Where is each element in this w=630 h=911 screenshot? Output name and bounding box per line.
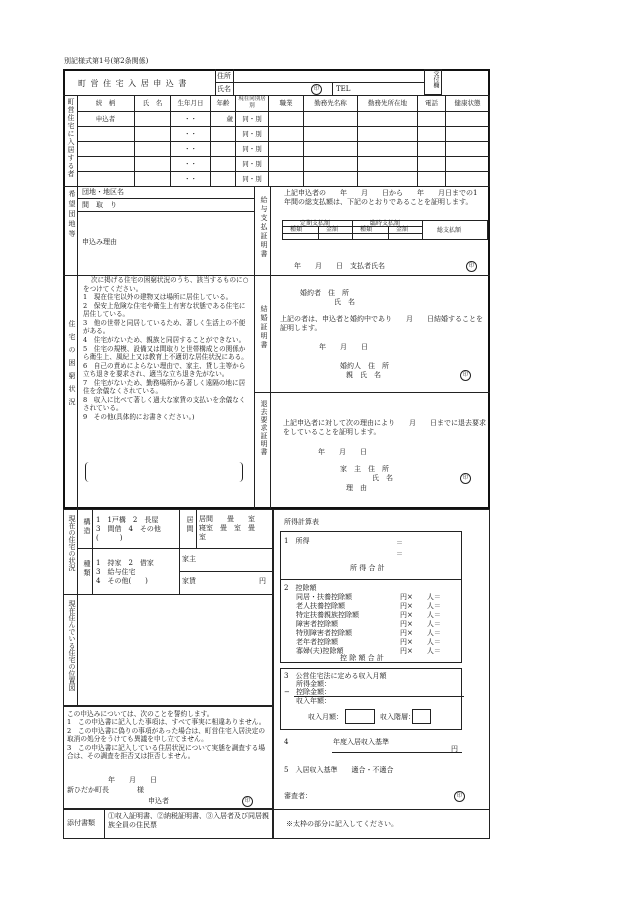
landlord-address-label: 家 主 住 所 [340,465,389,473]
hardship-item[interactable]: 2 保安上危険な住宅や衛生上有害な状態である住宅に居住している。 [83,301,246,319]
occupant-column-header: 生年月日 [171,95,211,112]
income-rank-label: 収入階層： [380,713,415,721]
income-standard-label: 年度入居収入基準 [333,738,389,746]
occupant-cell[interactable] [211,157,236,172]
rooms-line-3: 室 [199,532,206,541]
current-housing-side-label: 現在の住宅の状況 [68,515,76,571]
occupant-cell[interactable] [446,127,490,142]
occupant-cell[interactable] [304,127,358,142]
occupant-cell[interactable] [358,157,418,172]
marriage-date: 年 月 日 [319,343,368,351]
occupant-cell[interactable] [446,157,490,172]
name-label: 氏名 [217,85,231,93]
seal-icon: 印 [460,370,471,381]
deduction-item-formula: 円× 人＝ [400,629,441,637]
birth-date-cell[interactable]: ・・ [171,157,211,172]
rooms-label: 居間 [186,516,194,534]
occupant-column-header: 勤務先所在地 [358,95,418,112]
salary-payer-line: 年 月 日 支払者氏名 [294,262,385,270]
cohabitation-cell[interactable]: 同・別 [236,142,269,157]
deduction-item-label: 老年者控除額 [296,638,338,646]
deduction-item-label: 老人扶養控除額 [296,602,345,610]
occupant-column-header: 健康状態 [446,95,490,112]
deduction-item-formula: 円× 人＝ [400,647,441,655]
occupant-cell[interactable] [135,157,171,172]
receipt-label: 受付欄 [432,70,439,88]
occupant-column-header: 現在同別居別 [236,95,269,112]
eviction-statement: 上記申込者に対して次の理由により 月 日までに退去要求をしていることを証明します。 [283,419,486,436]
cohabitation-cell[interactable]: 同・別 [236,112,269,127]
hardship-item[interactable]: 5 住宅の規模、設備又は間取りと世帯構成との関係から衛生上、風紀上又は教育上不適切な居住状況にある。 [83,344,248,362]
income-amount-label: 所得金額： [296,680,331,688]
deduction-section: 2 控除額 [284,584,317,592]
occupant-cell[interactable] [358,172,418,187]
rooms-line-2: 寝室 畳 室 畳 [199,523,255,532]
yen-label: 円 [451,745,458,753]
type-label: 種類 [83,560,91,578]
age-cell[interactable]: 歳 [211,112,236,127]
seal-icon: 印 [454,791,465,802]
type-option-1: 1 持家 2 借家 [96,559,154,567]
deduction-item-label: 特定扶養親族控除額 [296,611,359,619]
landlord-name-label: 氏 名 [372,474,393,482]
income-section-1: 1 所得 [284,537,310,545]
mayor-addressee: 新ひだか町長 様 [67,786,144,794]
hardship-item[interactable]: 8 収入に比べて著しく過大な家賃の支払いを余儀なくされている。 [83,395,246,413]
cohabitation-cell[interactable]: 同・別 [236,157,269,172]
deduction-amount-label: 控除金額： [296,688,331,696]
occupant-cell[interactable] [418,127,446,142]
fiance-address-label: 婚約者 住 所 [300,289,349,297]
occupant-cell[interactable] [211,172,236,187]
attachment-label: 添付書類 [67,819,95,827]
reviewer-label: 審査者： [284,792,312,800]
hardship-item[interactable]: 7 住宅がないため、勤務場所から著しく遠隔の地に居住を余儀なくされている。 [83,378,246,396]
regular-payment-label: 定期支払額 [300,220,331,227]
seal-icon: 印 [311,84,322,95]
occupant-cell[interactable] [77,142,135,157]
occupant-cell[interactable] [446,142,490,157]
type-option-3: 4 その他( ) [96,576,148,585]
deduction-item-label: 寡婦(夫)控除額 [296,647,344,655]
salary-statement: 上記申込者の 年 月 日から 年 月日までの1年間の総支払額は、下記のとおりであることを証明します。 [284,189,478,206]
marriage-statement: 上記の者は、申込者と婚約中であり 月 日結婚することを証明します。 [280,315,483,332]
occupant-cell[interactable] [269,172,304,187]
attachment-list: ①収入証明書、②納税証明書、③入居者及び同居親族全員の住民票 [108,812,269,829]
occupant-column-header: 職業 [269,95,304,112]
occupant-cell[interactable] [304,157,358,172]
form-reference: 別記様式第1号(第2条関係) [64,57,149,65]
occupant-cell[interactable] [418,172,446,187]
occupant-cell[interactable] [304,172,358,187]
kind-label-1: 種類 [290,226,303,233]
parent-address-label: 婚約人 住 所 [340,362,389,370]
deduction-item-label: 特別障害者控除額 [296,629,352,637]
hardship-list [83,276,251,422]
occupant-cell[interactable] [358,127,418,142]
occupant-cell[interactable] [304,112,358,127]
deduction-item-formula: 円× 人＝ [400,593,441,601]
structure-label: 構造 [83,518,91,536]
occupant-cell[interactable] [211,142,236,157]
other-details-bracket [85,462,243,482]
hardship-item[interactable]: 9 その他(具体的にお書きください。) [83,413,195,421]
pledge-line: 3 この申込書に記入している住居状況について実態を調査する場合は、その調査を拒否又は拒否しません。 [67,743,266,760]
rent-label: 家賃 [182,577,196,585]
seal-icon: 印 [242,796,253,807]
occupant-cell[interactable] [446,112,490,127]
salary-side-label: 給与支払証明書 [260,196,268,259]
desired-complex-label: 団地・地区名 [82,188,124,196]
landlord-label: 家主 [182,555,196,563]
marriage-side-label: 結婚証明書 [260,305,268,350]
monthly-income-section: 3 公営住宅法に定める収入月額 [284,672,387,680]
occupant-column-header: 氏 名 [135,95,171,112]
occupant-column-header: 勤務先名称 [304,95,358,112]
form-title: 町 営 住 宅 入 居 申 込 書 [78,79,188,88]
occupant-cell[interactable] [269,112,304,127]
equals-2: ＝ [396,550,403,558]
fiance-name-label: 氏 名 [334,298,355,306]
occupant-cell[interactable] [269,157,304,172]
seal-icon: 印 [466,261,477,272]
occupant-column-header: 電話 [418,95,446,112]
occupant-cell[interactable] [418,157,446,172]
eviction-side-label: 退去要求証明書 [260,400,268,456]
desired-side-label: 希望団地等 [68,190,76,240]
birth-date-cell[interactable]: ・・ [171,142,211,157]
tel-label: TEL [336,85,351,93]
birth-date-cell[interactable]: ・・ [171,112,211,127]
address-label: 住所 [217,72,231,80]
occupant-cell[interactable] [77,157,135,172]
structure-option-2: 3 間借 4 その他 [96,524,161,533]
cohabitation-cell[interactable]: 同・別 [236,127,269,142]
pledge-line: 1 この申込書に記入した事項は、すべて事実に相違ありません。 [67,718,266,727]
type-option-2: 3 給与住宅 [96,567,136,576]
applicant-relation-cell: 申込者 [77,112,135,127]
rooms-line-1: 居間 畳 室 [199,515,255,523]
yen-label: 円 [259,577,266,585]
occupant-cell[interactable] [304,142,358,157]
occupant-cell[interactable] [418,112,446,127]
hardship-side-label: 住宅の困窮状況 [68,320,76,411]
structure-options [96,516,178,542]
occupant-cell[interactable] [358,142,418,157]
structure-option-3: ( ) [96,533,123,542]
occupant-cell[interactable] [135,127,171,142]
structure-option-1: 1 1戸構 2 長屋 [96,516,159,524]
annual-income-label: 収入年額： [296,697,331,705]
deduction-item-formula: 円× 人＝ [400,638,441,646]
occupant-column-header: 年齢 [211,95,236,112]
location-map-label: 現在住んでいる住宅の位置図 [68,600,76,691]
pledge-line: 2 この申込書に偽りの事項があった場合は、町営住宅入居決定の取消の処分をうけても異議を申し立てません。 [67,726,266,744]
eviction-reason-label: 理 由 [346,484,367,492]
amount-label-2: 金額 [396,226,409,233]
deduction-item-formula: 円× 人＝ [400,620,441,628]
kind-label-2: 種類 [360,226,373,233]
deduction-item-label: 同居・扶養控除額 [296,593,352,601]
occupant-cell[interactable] [269,142,304,157]
rooms-detail [199,515,271,541]
deduction-item-label: 障害者控除額 [296,620,338,628]
equals-1: ＝ [396,539,403,547]
pledge-line: この申込みについては、次のことを誓約します。 [67,710,214,718]
pledge-text [67,710,270,760]
hardship-item[interactable]: 4 住宅がないため、親族と同居することができない。 [83,335,246,344]
pledge-date: 年 月 日 [108,776,157,784]
occupant-cell[interactable] [77,127,135,142]
seal-icon: 印 [460,473,471,484]
income-rank-field[interactable] [412,709,431,724]
occupant-cell[interactable] [135,142,171,157]
occupant-cell[interactable] [77,172,135,187]
occupant-cell[interactable] [211,127,236,142]
total-payment-label: 総支払額 [437,227,462,234]
minus-sign: − [284,688,290,696]
hardship-item[interactable]: 3 他の世帯と同居しているため、著しく生活上の不便がある。 [83,318,246,336]
birth-date-cell[interactable]: ・・ [171,172,211,187]
hardship-intro: 次に掲げる住宅の困窮状況のうち、該当するものに○をつけてください。 [83,276,249,293]
occupant-cell[interactable] [135,112,171,127]
occupant-cell[interactable] [418,142,446,157]
occupants-side-label: 町営住宅に入居する者 [67,98,75,178]
hardship-item[interactable]: 6 自己の責めによらない理由で、家主、貸し主等から立ち退きを要求され、適当な立ち退き先がない。 [83,361,246,379]
occupant-cell[interactable] [269,127,304,142]
eviction-date: 年 月 日 [318,448,367,456]
income-calc-title: 所得計算表 [284,518,319,526]
deduction-total-label: 控 除 額 合 計 [340,654,384,662]
occupant-cell[interactable] [358,112,418,127]
occupant-column-header: 続 柄 [77,95,135,112]
eligibility-line: 5 入居収入基準 適合・不適合 [284,766,394,774]
parent-name-label: 親 氏 名 [346,371,381,379]
deduction-item-formula: 円× 人＝ [400,602,441,610]
deduction-item-formula: 円× 人＝ [400,611,441,619]
amount-label-1: 金額 [326,226,339,233]
occupant-cell[interactable] [135,172,171,187]
cohabitation-cell[interactable]: 同・別 [236,172,269,187]
type-options [96,559,178,585]
income-total-label: 所 得 合 計 [350,564,385,572]
desired-layout-label: 間 取 り [82,201,117,209]
monthly-income-field[interactable] [345,709,375,724]
birth-date-cell[interactable]: ・・ [171,127,211,142]
occupant-cell[interactable] [446,172,490,187]
bonus-payment-label: 臨時支払額 [370,220,401,227]
monthly-income-label: 収入月額： [308,713,343,721]
application-reason-label: 申込み理由 [82,238,117,246]
hardship-item[interactable]: 1 現在住宅以外の建物又は場所に居住している。 [83,293,233,302]
pledge-applicant-label: 申込者 [148,797,169,805]
section-4-number: 4 [284,738,289,746]
thick-frame-note: ※太枠の部分に記入してください。 [286,820,398,828]
